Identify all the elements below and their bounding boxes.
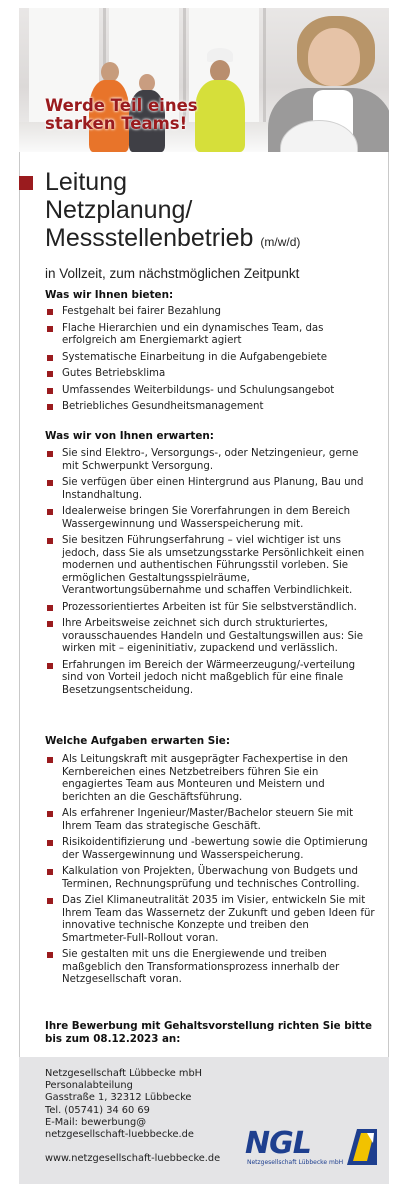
email-domain: netzgesellschaft-luebbecke.de xyxy=(45,1129,194,1141)
worker-head xyxy=(101,62,119,82)
company-name: Netzgesellschaft Lübbecke mbH xyxy=(45,1068,203,1079)
application-deadline xyxy=(45,1020,375,1046)
list-item-text: Als erfahrener Ingenieur/Master/Bachelor steuern Sie mit Ihrem Team das strategische Geschäft. xyxy=(62,808,354,832)
list-item xyxy=(45,866,375,891)
list-item xyxy=(45,837,375,862)
list-item-text: Sie sind Elektro-, Versorgungs-, oder Netzingenieur, gerne mit Schwerpunkt Versorgung. xyxy=(62,448,359,472)
square-bullet-icon xyxy=(47,538,53,544)
apply-line: bis zum 08.12.2023 an: xyxy=(45,1033,181,1045)
list-item xyxy=(45,618,375,656)
square-bullet-icon xyxy=(47,355,53,361)
list-item-text: Kalkulation von Projekten, Überwachung von Budgets und Terminen, Rechnungsprüfung und technisches Controlling. xyxy=(62,866,360,890)
square-bullet-icon xyxy=(47,898,53,904)
list-item-text: Systematische Einarbeitung in die Aufgabengebiete xyxy=(62,351,328,363)
offer-heading: Was wir Ihnen bieten: xyxy=(45,289,174,301)
ngl-logo xyxy=(245,1126,377,1169)
list-item xyxy=(45,477,375,502)
square-bullet-icon xyxy=(47,605,53,611)
contact-footer xyxy=(19,1057,389,1184)
list-item xyxy=(45,808,375,833)
list-item-text: Erfahrungen im Bereich der Wärmeerzeugung/-verteilung sind von Vorteil jedoch nicht maßgeblich für eine finale Besetzungsentscheidung. xyxy=(62,659,356,696)
list-item xyxy=(45,385,375,398)
list-item xyxy=(45,949,375,987)
expect-heading: Was wir von Ihnen erwarten: xyxy=(45,430,214,442)
list-item xyxy=(45,535,375,598)
list-item-text: Ihre Arbeitsweise zeichnet sich durch strukturiertes, vorausschauendes Handeln und Gestaltungswillen aus: Sie wirken mit – eigeninitiativ, zupackend und verlässlich. xyxy=(62,618,364,654)
department: Personalabteilung xyxy=(45,1080,133,1092)
slogan-line: Werde Teil eines xyxy=(45,96,198,115)
list-item-text: Risikoidentifizierung und -bewertung sowie die Optimierung der Wassergewinnung und Wasserspeicherung. xyxy=(62,837,368,861)
ngl-logo-mark-icon xyxy=(347,1129,377,1165)
list-item xyxy=(45,506,375,531)
square-bullet-icon xyxy=(47,840,53,846)
square-bullet-icon xyxy=(47,757,53,763)
title-line: Leitung xyxy=(45,168,128,196)
title-gender-suffix: (m/w/d) xyxy=(260,235,301,249)
logo-wordmark: NGL xyxy=(245,1126,311,1161)
slogan-line: starken Teams! xyxy=(45,114,188,133)
list-item xyxy=(45,352,375,365)
list-item xyxy=(45,895,375,945)
email-label: E-Mail: bewerbung@ xyxy=(45,1116,147,1128)
title-line xyxy=(45,224,385,256)
square-bullet-icon xyxy=(47,663,53,669)
list-item-text: Sie besitzen Führungserfahrung – viel wichtiger ist uns jedoch, dass Sie als umsetzungsstarke Persönlichkeit einen modernen und authentischen Führungsstil vorleben. Sie ermöglichen Gestaltungsspielräume, Verantwortungsübernahme und schaffen Verbindlichkeit. xyxy=(62,535,365,596)
square-bullet-icon xyxy=(47,811,53,817)
title-line: Netzplanung/ xyxy=(45,196,193,224)
list-item-text: Betriebliches Gesundheitsmanagement xyxy=(62,401,264,412)
list-item xyxy=(45,323,375,348)
street-address: Gasstraße 1, 32312 Lübbecke xyxy=(45,1092,192,1104)
job-title xyxy=(45,168,385,256)
expect-list xyxy=(45,448,375,701)
job-subtitle: in Vollzeit, zum nächstmöglichen Zeitpunkt xyxy=(45,266,300,281)
list-item-text: Umfassendes Weiterbildungs- und Schulungsangebot xyxy=(62,384,335,396)
hero-slogan xyxy=(45,97,275,133)
tasks-list xyxy=(45,754,375,991)
phone-number: Tel. (05741) 34 60 69 xyxy=(45,1104,150,1116)
list-item xyxy=(45,754,375,804)
title-square-marker xyxy=(19,176,33,190)
list-item xyxy=(45,602,375,615)
worker-head xyxy=(210,60,230,82)
square-bullet-icon xyxy=(47,388,53,394)
woman-face xyxy=(308,28,360,86)
title-main: Messstellenbetrieb xyxy=(45,224,254,252)
square-bullet-icon xyxy=(47,326,53,332)
list-item-text: Das Ziel Klimaneutralität 2035 im Visier, entwickeln Sie mit Ihrem Team das Wassernetz der Zukunft und geben Ideen für innovative technische Konzepte und treiben den Smartmeter-Full-Rollout voran. xyxy=(62,895,375,944)
square-bullet-icon xyxy=(47,480,53,486)
list-item xyxy=(45,368,375,381)
square-bullet-icon xyxy=(47,869,53,875)
logo-tagline: Netzgesellschaft Lübbecke mbH xyxy=(247,1159,344,1166)
list-item-text: Festgehalt bei fairer Bezahlung xyxy=(62,306,222,317)
list-item-text: Als Leitungskraft mit ausgeprägter Fachexpertise in den Kernbereichen eines Netzbetreibers führen Sie ein engagiertes Team aus Monteuren und Meistern und berichten an die Geschäftsführung. xyxy=(62,754,348,803)
list-item-text: Gutes Betriebsklima xyxy=(62,368,166,379)
website-link: www.netzgesellschaft-luebbecke.de xyxy=(45,1153,221,1165)
square-bullet-icon xyxy=(47,952,53,958)
apply-line: Ihre Bewerbung mit Gehaltsvorstellung richten Sie bitte xyxy=(45,1020,372,1032)
square-bullet-icon xyxy=(47,371,53,377)
list-item xyxy=(45,660,375,698)
list-item-text: Prozessorientiertes Arbeiten ist für Sie selbstverständlich. xyxy=(62,601,357,613)
list-item-text: Idealerweise bringen Sie Vorerfahrungen in dem Bereich Wassergewinnung und Wasserspeicherung mit. xyxy=(62,506,351,530)
list-item-text: Sie verfügen über einen Hintergrund aus Planung, Bau und Instandhaltung. xyxy=(62,477,364,501)
offer-list xyxy=(45,306,375,418)
square-bullet-icon xyxy=(47,404,53,410)
list-item-text: Flache Hierarchien und ein dynamisches Team, das erfolgreich am Energiemarkt agiert xyxy=(62,322,324,346)
list-item xyxy=(45,306,375,319)
list-item xyxy=(45,448,375,473)
square-bullet-icon xyxy=(47,451,53,457)
contact-address xyxy=(45,1068,275,1165)
square-bullet-icon xyxy=(47,621,53,627)
square-bullet-icon xyxy=(47,309,53,315)
list-item xyxy=(45,401,375,414)
square-bullet-icon xyxy=(47,509,53,515)
list-item-text: Sie gestalten mit uns die Energiewende und treiben maßgeblich den Transformationsprozess innerhalb der Netzgesellschaft voran. xyxy=(62,949,340,985)
tasks-heading: Welche Aufgaben erwarten Sie: xyxy=(45,735,231,747)
